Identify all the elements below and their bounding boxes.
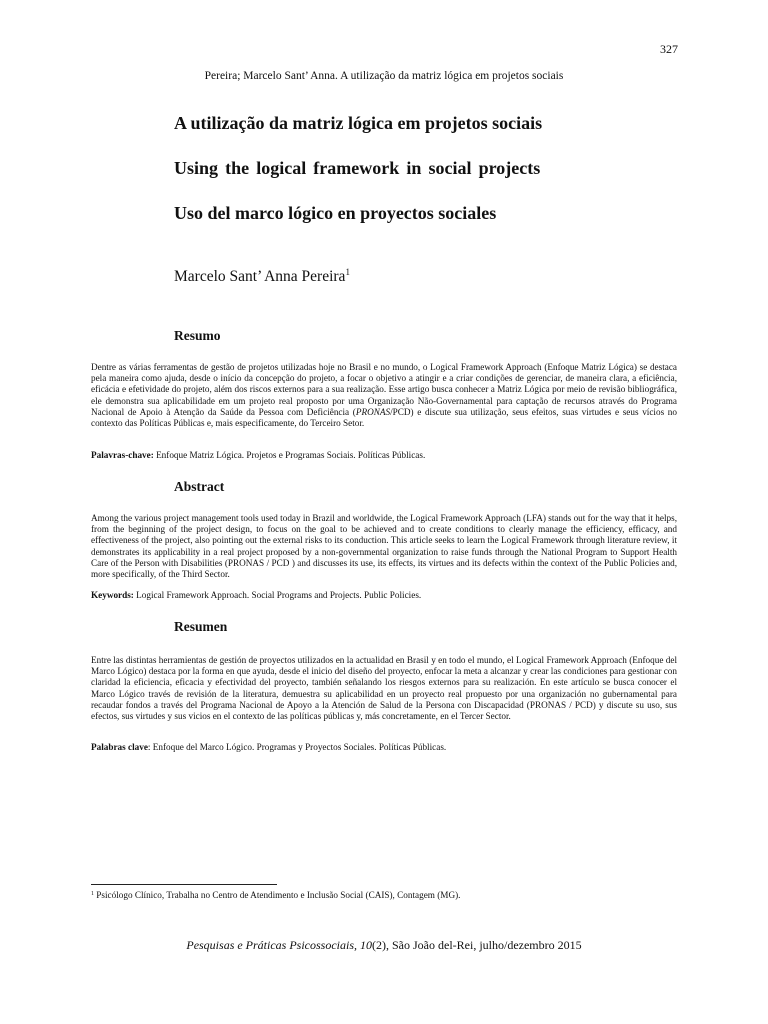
resumo-text-part-2: /PCD) e discute sua utilização, seus efeitos, suas virtudes e seus vícios no contexto das Políticas Públicas e, mais especificamente, do Terceiro Setor. xyxy=(91,406,677,429)
resumo-keywords-text: Enfoque Matriz Lógica. Projetos e Programas Sociais. Políticas Públicas. xyxy=(153,450,426,460)
journal-footer xyxy=(90,938,678,953)
journal-name: Pesquisas e Práticas Psicossociais, 10 xyxy=(186,938,373,952)
page-number: 327 xyxy=(660,42,678,56)
resumen-heading: Resumen xyxy=(174,619,228,634)
footnote-marker: 1 xyxy=(91,891,94,897)
resumen-keywords-text: : Enfoque del Marco Lógico. Programas y Proyectos Sociales. Políticas Públicas. xyxy=(147,742,447,752)
abstract-keywords-label: Keywords: xyxy=(91,590,134,600)
running-header: Pereira; Marcelo Sant’ Anna. A utilização da matriz lógica em projetos sociais xyxy=(204,70,564,82)
abstract-keywords xyxy=(91,590,677,601)
footnote-text: Psicólogo Clínico, Trabalha no Centro de Atendimento e Inclusão Social (CAIS), Contagem (MG). xyxy=(94,890,461,900)
resumo-paragraph xyxy=(91,362,677,429)
abstract-heading: Abstract xyxy=(174,479,225,494)
abstract-keywords-text: Logical Framework Approach. Social Programs and Projects. Public Policies. xyxy=(133,590,422,600)
footnote xyxy=(91,889,677,901)
author-name: Marcelo Sant’ Anna Pereira xyxy=(174,268,346,285)
resumo-text-part-1: Dentre as várias ferramentas de gestão de projetos utilizadas hoje no Brasil e no mundo, o Logical Framework Approach (Enfoque Matriz Lógica) se destaca pela maneira como ajuda, desde o início da concepção do projeto, a focar o objetivo a atingir e a criar condições de gerenciar, de maneira clara, a eficiência, eficácia e efetividade do projeto, além dos riscos externos para a sua realização. Esse artigo busca conhecer a Matriz Lógica por meio de revisão bibliográfica, ele demonstra sua aplicabilidade em um projeto real proposto por uma Organização Não-Governamental para captação de recursos através do Programa Nacional de Apoio à Atenção da Saúde da Pessoa com Deficiência ( xyxy=(91,362,677,417)
title-english: Using the logical framework in social projects xyxy=(174,158,541,178)
resumen-paragraph: Entre las distintas herramientas de gestión de proyectos utilizados en la actualidad en Brasil y en todo el mundo, el Logical Framework Approach (Enfoque del Marco Lógico) destaca por la forma en que ayuda, desde el inicio del diseño del proyecto, enfocar la meta a alcanzar y crear las condiciones para gestionar con claridad la eficiencia, eficacia y efectividad del proyecto, también señalando los riesgos externos para su realización. En este artículo se busca conocer el Marco Lógico través de revisión de la literatura, demuestra su aplicabilidad en un proyecto real propuesto por una organización no gubernamental para recaudar fondos a través del Programa Nacional de Apoyo a la Atención de Salud de la Persona con Discapacidad (PRONAS / PCD) y discute su uso, sus efectos, sus virtudes y sus vicios en el contexto de las políticas públicas y, más concretamente, en el Tercer Sector. xyxy=(91,655,677,722)
title-portuguese: A utilização da matriz lógica em projetos sociais xyxy=(174,113,543,133)
resumo-keywords xyxy=(91,450,677,461)
title-spanish: Uso del marco lógico en proyectos sociales xyxy=(174,203,497,223)
journal-issue: (2), São João del-Rei, julho/dezembro 2015 xyxy=(372,938,582,952)
author-footnote-marker: 1 xyxy=(345,267,350,277)
abstract-paragraph: Among the various project management tools used today in Brazil and worldwide, the Logical Framework Approach (LFA) stands out for the way that it helps, from the beginning of the project design, to focus on the goal to be achieved and to create conditions to clearly manage the efficiency, efficacy, and effectiveness of the project, also pointing out the external risks to its conduction. This article seeks to learn the Logical Framework through literature review, it demonstrates its applicability in a real project proposed by a non-governmental organization to raise funds through the National Program to Support Health Care of the Person with Disabilities (PRONAS / PCD ) and discusses its use, its effects, its virtues and its defects within the context of the Public Policies and, more specifically, of the Third Sector. xyxy=(91,513,677,580)
resumen-keywords-label: Palabras clave xyxy=(91,742,148,752)
resumen-keywords xyxy=(91,742,677,753)
resumo-text-italic: PRONAS xyxy=(355,406,391,417)
author-line xyxy=(174,267,350,286)
resumo-keywords-label: Palavras-chave: xyxy=(91,450,154,460)
footnote-separator xyxy=(91,884,277,885)
resumo-heading: Resumo xyxy=(174,328,221,343)
